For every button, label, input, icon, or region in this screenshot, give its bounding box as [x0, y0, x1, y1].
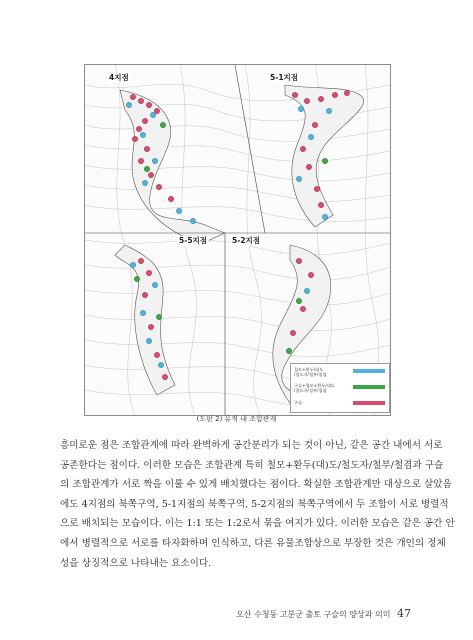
panel-label-5-1: 5-1지점 — [270, 73, 299, 82]
body-line: 의 조합관계가 서로 짝을 이룰 수 있게 배치했다는 점이다. 확실한 조합관계만 대상으로 살았음 — [60, 479, 452, 491]
page-number: 47 — [397, 607, 411, 620]
figure-caption: (도판 2) 유적 내 조합관계 — [196, 415, 277, 423]
body-paragraph — [60, 436, 455, 573]
legend-swatch-beads-weapons — [353, 385, 385, 389]
panel-label-4: 4지점 — [109, 73, 129, 82]
body-line: 성을 상징적으로 나타내는 요소이다. — [60, 557, 212, 569]
body-line: 에서 병렬적으로 서로를 타자화하며 인식하고, 다른 유물조합상으로 부장한 것은 개인의 정체 — [60, 537, 446, 549]
panel-label-5-2: 5-2지점 — [232, 236, 261, 245]
body-line: 에도 4지점의 북쪽구역, 5-1지점의 북쪽구역, 5-2지점의 북쪽구역에서 두 조합이 서로 병렬적 — [60, 498, 449, 510]
running-title: 오산 수청동 고분군 출토 구슬의 양상과 의미 — [236, 610, 391, 619]
map-legend — [290, 363, 390, 413]
panel-label-5-5: 5-5지점 — [179, 236, 208, 245]
body-line: 공존한다는 점이다. 이러한 모습은 조합관계 특히 철모+환두(대)도/철도자/철부/철겸과 구슬 — [60, 459, 444, 471]
site-map-figure — [84, 64, 391, 416]
legend-swatch-beads — [353, 401, 385, 405]
body-line: 흥미로운 점은 조합관계에 따라 완벽하게 공간분리가 되는 것이 아닌, 같은 공간 내에서 서로 — [60, 440, 443, 451]
body-line: 으로 배치되는 모습이다. 이는 1:1 또는 1:2로서 묶을 여지가 있다. 이러한 모습은 같은 공간 안 — [60, 518, 455, 530]
legend-label-beads: 구슬 — [294, 400, 303, 405]
legend-label-beads-weapons: 구슬+철모+환두/대도 /철도자/철부/철겸 — [294, 383, 335, 393]
legend-swatch-weapons — [353, 369, 385, 373]
legend-label-weapons: 철모+환두/대도 /철도자/철부/철겸 — [294, 367, 327, 377]
page-footer — [236, 607, 411, 620]
